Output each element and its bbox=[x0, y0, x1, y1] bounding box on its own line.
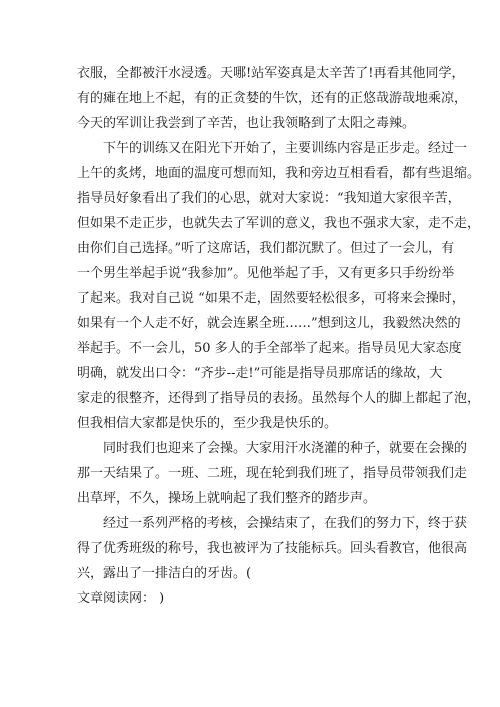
text-line: 经过一系列严格的考核，会操结束了，在我们的努力下，终于获 bbox=[103, 516, 468, 531]
text-line: 同时我们也迎来了会操。大家用汗水浇灌的种子，就要在会操的 bbox=[103, 441, 468, 456]
text-line: 明确，就发出口令：“齐步--走!”可能是指导员那席话的缘故，大 bbox=[77, 366, 443, 381]
text-line: 指导员好象看出了我们的心思，就对大家说：“我知道大家很辛苦， bbox=[77, 191, 461, 206]
article-body bbox=[77, 61, 481, 611]
text-line: 了起来。我对自己说 “如果不走，固然要轻松很多，可将来会操时， bbox=[77, 291, 465, 306]
text-line: 一个男生举起手说“我参加”。见他举起了手，又有更多只手纷纷举 bbox=[77, 266, 455, 281]
text-line: 由你们自己选择。”听了这席话，我们都沉默了。但过了一会儿，有 bbox=[77, 241, 455, 256]
text-line: 今天的军训让我尝到了辛苦，也让我领略到了太阳之毒辣。 bbox=[77, 116, 416, 131]
text-line: 但如果不走正步，也就失去了军训的意义，我也不强求大家，走不走， bbox=[77, 216, 481, 231]
text-line: 兴，露出了一排洁白的牙齿。( bbox=[77, 566, 252, 581]
source-line: 文章阅读网： ) bbox=[77, 591, 165, 606]
text-line: 上午的炙烤，地面的温度可想而知，我和旁边互相看看，都有些退缩。 bbox=[77, 166, 481, 181]
text-line: 有的瘫在地上不起，有的正贪婪的牛饮，还有的正悠哉游哉地乘凉， bbox=[77, 91, 468, 106]
text-line: 下午的训练又在阳光下开始了，主要训练内容是正步走。经过一 bbox=[103, 141, 468, 156]
text-line: 得了优秀班级的称号，我也被评为了技能标兵。回头看教官，他很高 bbox=[77, 541, 468, 556]
text-line: 衣服，全都被汗水浸透。天哪!站军姿真是太辛苦了!再看其他同学， bbox=[77, 66, 465, 81]
text-line: 举起手。不一会儿，50 多人的手全部举了起来。指导员见大家态度 bbox=[77, 341, 462, 356]
text-line: 那一天结果了。一班、二班，现在轮到我们班了，指导员带领我们走 bbox=[77, 466, 468, 481]
text-line: 但我相信大家都是快乐的，至少我是快乐的。 bbox=[77, 416, 338, 431]
text-line: 家走的很整齐，还得到了指导员的表扬。虽然每个人的脚上都起了泡， bbox=[77, 391, 481, 406]
text-line: 如果有一个人走不好，就会连累全班……”想到这儿，我毅然决然的 bbox=[77, 316, 461, 331]
text-line: 出草坪，不久，操场上就响起了我们整齐的踏步声。 bbox=[77, 491, 377, 506]
